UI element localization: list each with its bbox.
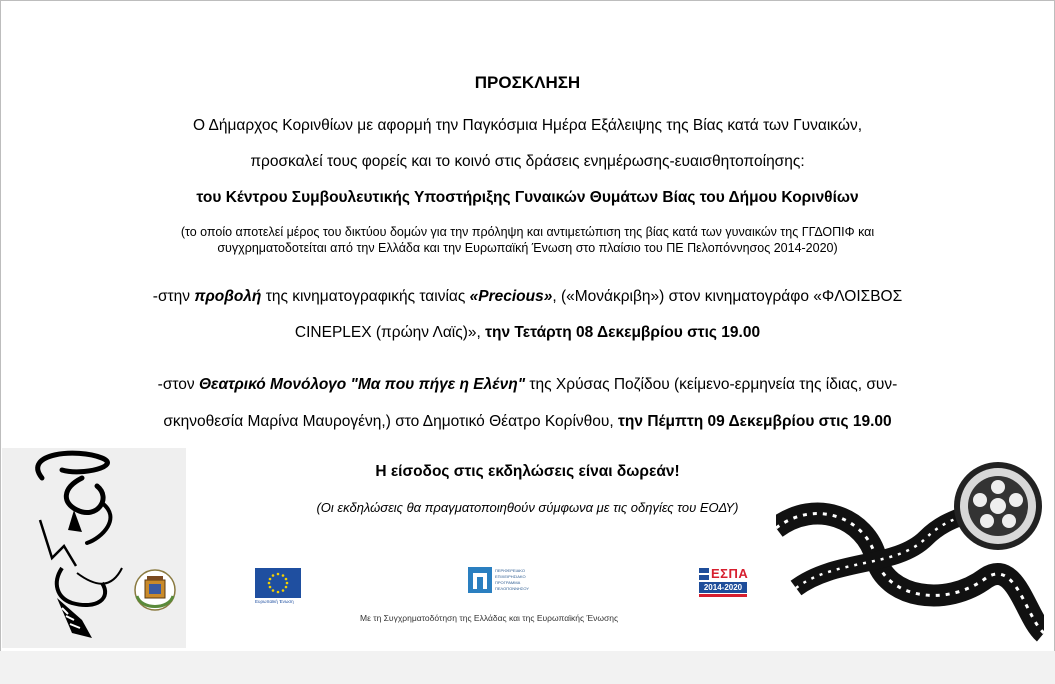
film-reel-illustration bbox=[776, 458, 1044, 648]
event2-prefix: -στον bbox=[157, 376, 199, 393]
dancer-illustration bbox=[2, 448, 186, 648]
intro-line-2: προσκαλεί τους φορείς και το κοινό στις δράσεις ενημέρωσης-ευαισθητοποίησης: bbox=[250, 153, 805, 170]
center-name: του Κέντρου Συμβουλευτικής Υποστήριξης Γυναικών Θυμάτων Βίας του Δήμου Κορινθίων bbox=[196, 189, 859, 206]
event2-credits: της Χρύσας Ποζίδου (κείμενο-ερμηνεία της ίδιας, συν- bbox=[525, 376, 898, 393]
event1-venue: , («Μονάκριβη») στον κινηματογράφο «ΦΛΟΙΣΒΟΣ bbox=[552, 288, 903, 305]
event1-mid: της κινηματογραφικής ταινίας bbox=[261, 288, 470, 305]
municipality-crest bbox=[131, 566, 179, 614]
event1-action: προβολή bbox=[194, 288, 262, 305]
event1-venue-cont: CINEPLEX (πρώην Λαϊς)», bbox=[294, 324, 486, 341]
eu-caption: Ευρωπαϊκή Ένωση bbox=[255, 599, 294, 604]
eu-logo bbox=[255, 568, 301, 608]
note-line-1: (το οποίο αποτελεί μέρος του δικτύου δομών για την πρόληψη και αντιμετώπιση της βίας κατά των γυναικών της ΓΓΔΟΠΙΦ και bbox=[180, 225, 875, 239]
crest-icon bbox=[131, 566, 179, 614]
dancer-icon bbox=[2, 448, 186, 648]
event1-datetime: την Τετάρτη 08 Δεκεμβρίου στις 19.00 bbox=[485, 324, 761, 341]
event2-play: Θεατρικό Μονόλογο "Μα που πήγε η Ελένη" bbox=[198, 376, 526, 393]
bottom-strip bbox=[0, 651, 1055, 684]
pelop-text: ΠΕΡΙΦΕΡΕΙΑΚΟ ΕΠΙΧΕΙΡΗΣΙΑΚΟ ΠΡΟΓΡΑΜΜΑ ΠΕΛΟΠΟΝΝΗΣΟΥ bbox=[495, 568, 530, 591]
covid-note: (Οι εκδηλώσεις θα πραγματοποιηθούν σύμφωνα με τις οδηγίες του ΕΟΔΥ) bbox=[316, 500, 739, 515]
pelop-program-logo bbox=[468, 565, 534, 599]
event1-line-1 bbox=[0, 288, 1055, 306]
espa-logo bbox=[699, 566, 749, 600]
note-line-2: συγχρηματοδοτείται από την Ελλάδα και την Ευρωπαϊκή Ένωση στο πλαίσιο του ΠΕ Πελοπόννησος 2014-2020) bbox=[217, 241, 838, 255]
event1-line-2 bbox=[0, 324, 1055, 342]
cofunding-caption: Με τη Συγχρηματοδότηση της Ελλάδας και της Ευρωπαϊκής Ένωσης bbox=[360, 613, 619, 623]
espa-years: 2014-2020 bbox=[699, 582, 747, 593]
event2-datetime: την Πέμπτη 09 Δεκεμβρίου στις 19.00 bbox=[618, 413, 892, 430]
event2-line-1 bbox=[0, 376, 1055, 394]
event1-prefix: -στην bbox=[152, 288, 195, 305]
event2-venue: σκηνοθεσία Μαρίνα Μαυρογένη,) στο Δημοτικό Θέατρο Κορίνθου, bbox=[163, 413, 619, 430]
event2-line-2 bbox=[0, 413, 1055, 431]
pelop-mark-icon bbox=[468, 567, 492, 597]
film-reel-icon bbox=[776, 458, 1044, 648]
free-entry-notice: Η είσοδος στις εκδηλώσεις είναι δωρεάν! bbox=[375, 463, 680, 480]
espa-name: ΕΣΠΑ bbox=[711, 566, 749, 581]
invitation-title: ΠΡΟΣΚΛΗΣΗ bbox=[474, 73, 581, 92]
event1-film: «Precious» bbox=[469, 288, 553, 305]
intro-line-1: Ο Δήμαρχος Κορινθίων με αφορμή την Παγκόσμια Ημέρα Εξάλειψης της Βίας κατά των Γυναικών, bbox=[192, 117, 863, 134]
espa-bar bbox=[699, 594, 747, 597]
espa-flag-icon bbox=[699, 568, 709, 580]
